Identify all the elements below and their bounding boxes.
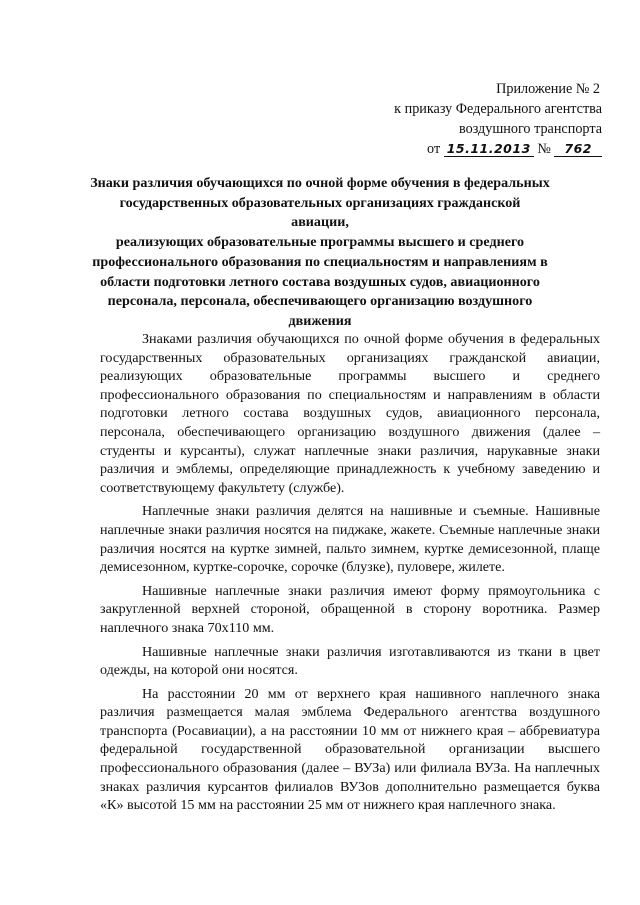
title-line: Знаки различия обучающихся по очной форме обучения в федеральных [90,175,550,191]
header-line-agency: воздушного транспорта [459,120,602,137]
document-body [100,330,600,820]
number-label: № [537,141,551,157]
appendix-label: Приложение № 2 [496,81,600,97]
handwritten-number: 762 [554,141,602,157]
paragraph-material: Нашивные наплечные знаки различия изготавливаются из ткани в цвет одежды, на которой они носятся. [100,643,600,679]
title-line: движения [288,312,352,329]
handwritten-date: 15.11.2013 [444,141,534,157]
title-line: реализующих образовательные программы высшего и среднего [115,234,525,251]
paragraph-shape: Нашивные наплечные знаки различия имеют форму прямоугольника с закругленной верхней стороной, обращенной в сторону воротника. Размер наплечного знака 70x110 мм. [100,582,600,636]
title-line: государственных образовательных организациях гражданской авиации, [119,194,521,231]
header-line-date-number [394,139,602,160]
paragraph-placement: На расстоянии 20 мм от верхнего края нашивного наплечного знака различия размещается малая эмблема Федерального агентства воздушного транспорта (Росавиации), а на расстоянии 10 мм от нижнего края – аббревиатура федеральной государственной образовательной организации высшего профессионального образования (далее – ВУЗа) или филиала ВУЗа. На наплечных знаках различия курсантов филиалов ВУЗов дополнительно размещается буква «К» высотой 15 мм на расстоянии 25 мм от нижнего края наплечного знака. [100,685,600,814]
title-line: персонала, персонала, обеспечивающего организацию воздушного [107,293,533,310]
paragraph-types: Наплечные знаки различия делятся на нашивные и съемные. Нашивные наплечные знаки различия носятся на пиджаке, жакете. Съемные наплечные знаки различия носятся на куртке зимней, пальто зимнем, куртке демисезонной, плаще демисезонном, куртке-сорочке, сорочке (блузке), пуловере, жилете. [100,503,600,576]
document-title [90,174,550,332]
from-prefix: от [427,141,441,157]
header-block [394,100,602,160]
title-line: области подготовки летного состава воздушных судов, авиационного [100,273,540,290]
header-line-order: к приказу Федерального агентства [394,101,602,117]
title-line: профессионального образования по специальностям и направлениям в [92,253,548,270]
paragraph-intro: Знаками различия обучающихся по очной форме обучения в федеральных государственных образовательных организациях гражданской авиации, реализующих образовательные программы высшего и среднего профессионального образования по специальностям и направлениям в области подготовки летного состава воздушных судов, авиационного персонала, персонала, обеспечивающего организацию воздушного движения (далее – студенты и курсанты), служат наплечные знаки различия, нарукавные знаки различия и эмблемы, определяющие принадлежность к учебному заведению и соответствующему факультету (службе). [100,331,600,496]
